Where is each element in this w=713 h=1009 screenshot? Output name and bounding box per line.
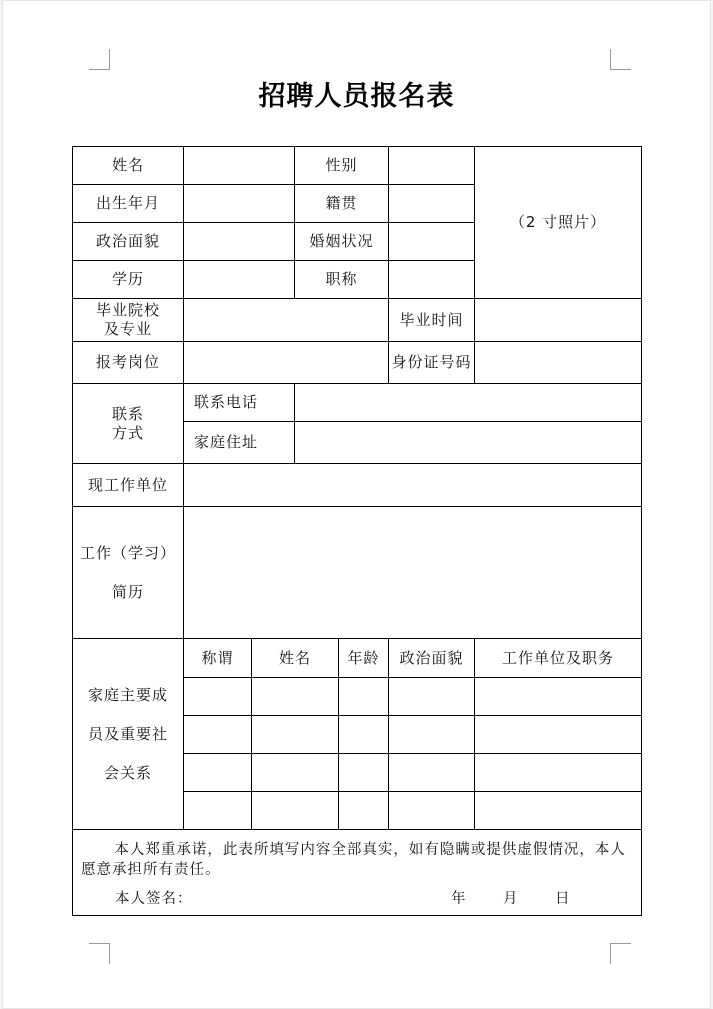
label-education: 学历 — [73, 261, 184, 299]
pledge-section — [73, 830, 642, 916]
family-cell[interactable] — [339, 716, 389, 754]
political-field[interactable] — [184, 223, 295, 261]
gender-field[interactable] — [389, 147, 475, 185]
label-phone: 联系电话 — [184, 384, 295, 422]
label-address: 家庭住址 — [184, 422, 295, 464]
family-cell[interactable] — [389, 792, 475, 830]
family-cell[interactable] — [184, 754, 252, 792]
marital-field[interactable] — [389, 223, 475, 261]
cv-field[interactable] — [184, 507, 642, 639]
family-cell[interactable] — [389, 678, 475, 716]
family-cell[interactable] — [252, 678, 339, 716]
family-header-name: 姓名 — [252, 639, 339, 678]
corner-mark-top-right — [610, 49, 631, 70]
family-cell[interactable] — [339, 678, 389, 716]
label-cv — [73, 507, 184, 639]
date-year-label: 年 — [451, 890, 467, 907]
family-cell[interactable] — [339, 792, 389, 830]
school-field[interactable] — [184, 299, 389, 342]
family-cell[interactable] — [184, 678, 252, 716]
signature-line — [81, 889, 635, 909]
label-origin: 籍贯 — [295, 185, 389, 223]
position-field[interactable] — [184, 342, 389, 384]
label-id-number: 身份证号码 — [389, 342, 475, 384]
grad-time-field[interactable] — [475, 299, 642, 342]
family-cell[interactable] — [252, 754, 339, 792]
label-contact-line2: 方式 — [111, 423, 144, 442]
family-header-employer: 工作单位及职务 — [475, 639, 642, 678]
registration-form-table — [72, 146, 642, 916]
label-school-line1: 毕业院校 — [95, 301, 160, 320]
label-position: 报考岗位 — [73, 342, 184, 384]
pledge-text: 本人郑重承诺，此表所填写内容全部真实，如有隐瞒或提供虚假情况，本人愿意承担所有责任。 — [81, 842, 626, 879]
family-cell[interactable] — [475, 792, 642, 830]
family-cell[interactable] — [252, 716, 339, 754]
date-day-label: 日 — [555, 890, 571, 907]
label-political: 政治面貌 — [73, 223, 184, 261]
label-title-rank: 职称 — [295, 261, 389, 299]
family-cell[interactable] — [475, 716, 642, 754]
corner-mark-bottom-right — [610, 943, 631, 964]
education-field[interactable] — [184, 261, 295, 299]
name-field[interactable] — [184, 147, 295, 185]
label-cv-line2: 简历 — [111, 582, 144, 601]
family-header-age: 年龄 — [339, 639, 389, 678]
photo-box[interactable]: （2 寸照片） — [475, 147, 642, 299]
family-cell[interactable] — [184, 716, 252, 754]
label-family — [73, 639, 184, 830]
birth-field[interactable] — [184, 185, 295, 223]
id-number-field[interactable] — [475, 342, 642, 384]
label-gender: 性别 — [295, 147, 389, 185]
label-school — [73, 299, 184, 342]
phone-field[interactable] — [295, 384, 642, 422]
corner-mark-bottom-left — [89, 943, 110, 964]
family-cell[interactable] — [252, 792, 339, 830]
family-cell[interactable] — [184, 792, 252, 830]
label-marital: 婚姻状况 — [295, 223, 389, 261]
family-cell[interactable] — [475, 678, 642, 716]
page-title: 招聘人员报名表 — [258, 81, 455, 112]
label-family-line3: 会关系 — [103, 763, 152, 782]
employer-field[interactable] — [184, 464, 642, 507]
family-header-relation: 称谓 — [184, 639, 252, 678]
family-cell[interactable] — [389, 716, 475, 754]
label-name: 姓名 — [73, 147, 184, 185]
label-school-line2: 及专业 — [103, 320, 152, 338]
title-rank-field[interactable] — [389, 261, 475, 299]
label-family-line1: 家庭主要成 — [87, 685, 168, 704]
label-cv-line1: 工作（学习） — [79, 543, 176, 562]
label-contact — [73, 384, 184, 464]
date-month-label: 月 — [503, 890, 519, 907]
corner-mark-top-left — [89, 49, 110, 70]
family-cell[interactable] — [339, 754, 389, 792]
address-field[interactable] — [295, 422, 642, 464]
family-cell[interactable] — [389, 754, 475, 792]
family-header-political: 政治面貌 — [389, 639, 475, 678]
label-contact-line1: 联系 — [111, 404, 144, 423]
label-grad-time: 毕业时间 — [389, 299, 475, 342]
origin-field[interactable] — [389, 185, 475, 223]
label-birth: 出生年月 — [73, 185, 184, 223]
label-family-line2: 员及重要社 — [87, 724, 168, 743]
signature-label: 本人签名： — [115, 890, 193, 907]
family-cell[interactable] — [475, 754, 642, 792]
label-employer: 现工作单位 — [73, 464, 184, 507]
